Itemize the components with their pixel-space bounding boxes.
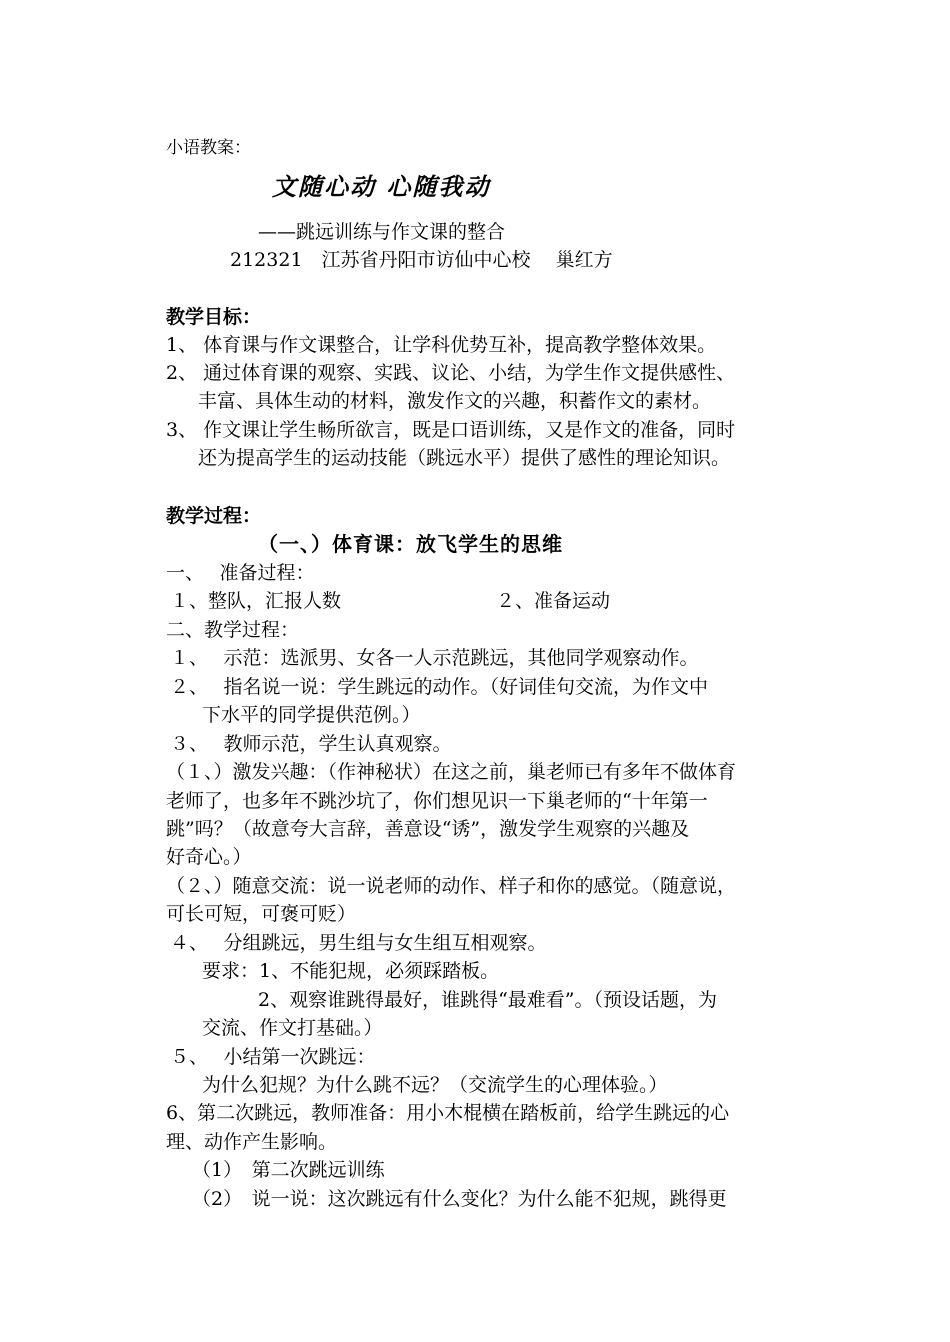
step-5: ５、 小结第一次跳远： [170, 1046, 376, 1068]
doc-subtitle: ——跳远训练与作文课的整合 [258, 221, 506, 243]
step-3-2-line1: （２、）随意交流：说一说老师的动作、样子和你的感觉。（随意说， [166, 875, 737, 897]
step-6-line2: 理、动作产生影响。 [166, 1131, 338, 1153]
step-6-line1: 6、第二次跳远，教师准备：用小木棍横在踏板前，给学生跳远的心 [166, 1102, 730, 1124]
step-3-1-line2: 老师了，也多年不跳沙坑了，你们想见识一下巢老师的“十年第一 [166, 790, 708, 812]
prep-heading: 一、 准备过程： [166, 562, 315, 584]
step-3-1-line4: 好奇心。） [166, 846, 252, 868]
process-heading: 教学过程： [166, 505, 262, 527]
step-1: １、 示范：选派男、女各一人示范跳远，其他同学观察动作。 [170, 647, 699, 669]
prep-item-1: １、整队，汇报人数 [170, 590, 342, 612]
prep-item-2: ２、准备运动 [496, 590, 611, 612]
goals-heading: 教学目标： [166, 306, 262, 328]
author-line: 212321 江苏省丹阳市访仙中心校 巢红方 [230, 249, 613, 271]
goal-3-line1: 3、 作文课让学生畅所欲言，既是口语训练，又是作文的准备，同时 [166, 419, 736, 441]
step-3-1-line1: （１、）激发兴趣：（作神秘状）在这之前，巢老师已有多年不做体育 [166, 761, 737, 783]
step-3: ３、 教师示范，学生认真观察。 [170, 733, 452, 755]
step-3-2-line2: 可长可短，可褒可贬） [166, 903, 357, 925]
goal-1: 1、 体育课与作文课整合，让学科优势互补，提高教学整体效果。 [166, 334, 717, 356]
doc-title: 文随心动 心随我动 [272, 172, 491, 201]
step-2-line2: 下水平的同学提供范例。） [202, 704, 421, 726]
step-2-line1: ２、 指名说一说：学生跳远的动作。（好词佳句交流，为作文中 [170, 676, 709, 698]
step-3-1-line3: 跳”吗？（故意夸大言辞，善意设“诱”，激发学生观察的兴趣及 [166, 818, 690, 840]
step-4-requirement-1: 要求：1、不能犯规，必须踩踏板。 [202, 960, 500, 982]
section-1-title: （一、）体育课：放飞学生的思维 [258, 532, 563, 556]
step-4: ４、 分组跳远，男生组与女生组互相观察。 [170, 932, 547, 954]
step-5-question: 为什么犯规？为什么跳不远？（交流学生的心理体验。） [202, 1074, 668, 1096]
goal-2-line1: 2、 通过体育课的观察、实践、议论、小结，为学生作文提供感性、 [166, 362, 736, 384]
step-4-requirement-2-line2: 交流、作文打基础。） [202, 1017, 383, 1039]
goal-3-line2: 还为提高学生的运动技能（跳远水平）提供了感性的理论知识。 [198, 447, 731, 469]
step-6-sub-1: （1） 第二次跳远训练 [192, 1159, 385, 1181]
goal-2-line2: 丰富、具体生动的材料，激发作文的兴趣，积蓄作文的素材。 [198, 390, 712, 412]
step-6-sub-2: （2） 说一说：这次跳远有什么变化？为什么能不犯规，跳得更 [192, 1188, 727, 1210]
teach-heading: 二、教学过程： [166, 619, 300, 641]
doc-label: 小语教案： [166, 138, 251, 158]
step-4-requirement-2-line1: 2、观察谁跳得最好，谁跳得“最难看”。（预设话题，为 [258, 989, 718, 1011]
